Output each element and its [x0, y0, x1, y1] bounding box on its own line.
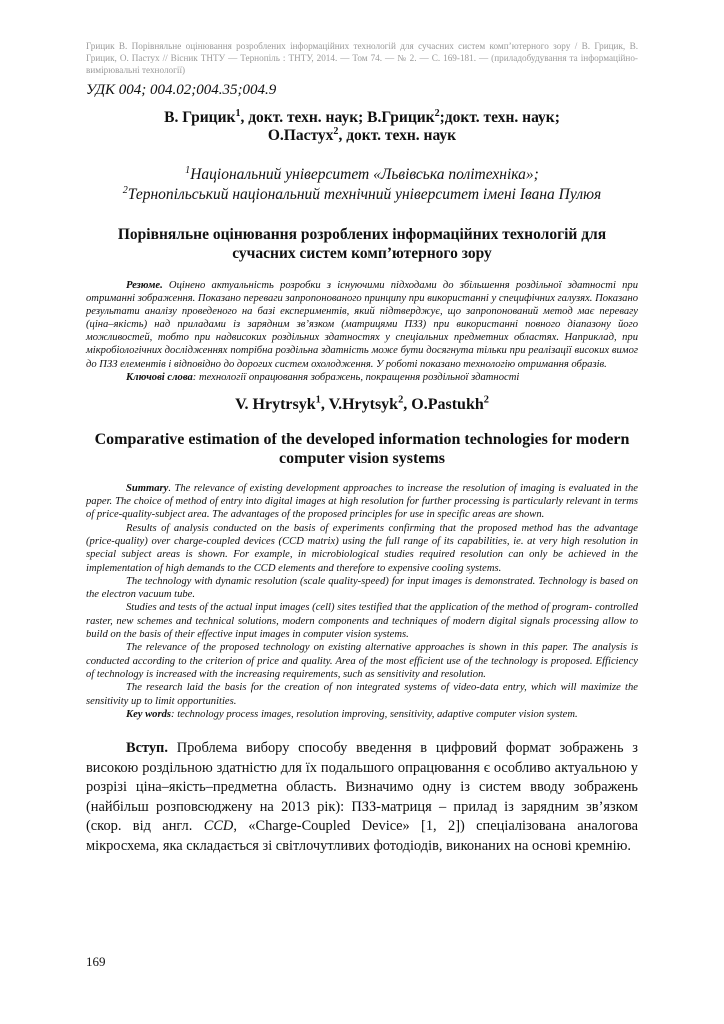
affiliation-text: Тернопільський національний технічний університет імені Івана Пулюя — [127, 186, 602, 203]
summary-paragraph: The technology with dynamic resolution (scale quality-speed) for input images is demonstrated. Technology is based on the electron vacuum tube. — [86, 575, 638, 601]
authors-en — [86, 396, 638, 414]
authors-ua-line2 — [86, 127, 638, 145]
author-name: , V.Hrytsyk — [320, 395, 399, 413]
summary-paragraph: Results of analysis conducted on the basis of experiments confirming that the proposed method has the advantage (price-quality) over charge-coupled devices (CCD matrix) using the full range of its capabilities, ie. at very high resolution in special subject areas is shown. For example, in microbiological studies required resolution can only be achieved in the implementation of high demands to the CCD elements and therefore to expensive cooling systems. — [86, 522, 638, 574]
affiliation-1 — [86, 165, 638, 185]
affil-mark: 2 — [483, 394, 489, 406]
intro-paragraph — [86, 739, 638, 856]
author-degree: , докт. техн. наук; В.Грицик — [240, 109, 435, 126]
page-content — [86, 40, 638, 856]
keywords-en — [86, 708, 638, 721]
summary-en — [86, 482, 638, 721]
author-degree: , докт. техн. наук — [338, 127, 457, 144]
author-name: В. Грицик — [164, 109, 236, 126]
affiliation-2 — [86, 185, 638, 205]
affil-mark: 2 — [333, 125, 339, 137]
affil-mark: 2 — [398, 394, 404, 406]
authors-ua-line1 — [86, 109, 638, 127]
affil-mark: 2 — [122, 184, 128, 196]
author-degree: ;докт. техн. наук; — [439, 109, 560, 126]
summary-paragraph: The research laid the basis for the creation of non integrated systems of video-data entry, which will maximize the sensitivity up to limit opportunities. — [86, 682, 638, 707]
abstract-label: Резюме. — [126, 280, 163, 291]
affiliation-text: Національний університет «Львівська політехніка»; — [190, 166, 539, 183]
authors-ua — [86, 109, 638, 145]
summary-paragraph — [86, 482, 638, 522]
keywords-ua — [86, 371, 638, 384]
citation-header: Грицик В. Порівняльне оцінювання розроблених інформаційних технологій для сучасних систем комп’ютерного зору / В. Грицик, В. Грицик, О. Пастух // Вісник ТНТУ — Тернопіль : ТНТУ, 2014. — Том 74. — № 2. — С. 169-181. — (приладобудування та інформаційно-вимірювальні технології) — [86, 41, 638, 75]
keywords-text: : technology process images, resolution improving, sensitivity, adaptive computer vision system. — [171, 708, 578, 720]
intro-text: , «Charge-Coupled Device» [1, 2]) спеціалізована аналогова мікросхема, яка складається зі світлочутливих фотодіодів, виконаних на основі кремнію. — [86, 818, 638, 854]
intro-label: Вступ. — [126, 740, 168, 757]
keywords-label: Ключові слова — [126, 371, 193, 383]
author-name: V. Hrytrsyk — [235, 395, 316, 413]
author-name: , O.Pastukh — [403, 395, 484, 413]
title-en: Comparative estimation of the developed information technologies for modern computer vision systems — [94, 430, 630, 467]
affil-mark: 1 — [235, 107, 241, 119]
page-number: 169 — [86, 954, 106, 969]
intro-ccd: CCD — [203, 818, 234, 835]
summary-text: . The relevance of existing development approaches to increase the resolution of imaging is evaluated in the paper. The choice of method of entry into digital images at high resolution for further processing is particularly relevant in terms of price-quality-subject area. The advantages of the proposed principles for use in specific areas are shown. — [86, 482, 638, 521]
affil-mark: 2 — [434, 107, 440, 119]
affiliations — [86, 165, 638, 205]
summary-label: Summary — [126, 482, 169, 494]
abstract-text: Оцінено актуальність розробки з існуючими підходами до збільшення роздільної здатності при отриманні зображення. Показано переваги запропонованого принципу при використанні у специфічних галузях. Показано результати аналізу проведеного на базі експериментів, який підтверджує, що запропонований метод має перевагу (ціна–якість) над приладами із зарядним зв’язком (матрицями ПЗЗ) при використанні повного діапазону його можливостей, тобто при надвисоких роздільних здатностях у спеціальних предметних областях. Наприклад, при мікробіологічних дослідженнях потрібна роздільна здатність може бути досягнута тільки при реалізації високих вимог до ПЗЗ елементів і відповідно до дорогих систем охолодження. У роботі показано технологію отримання образів. — [86, 280, 638, 370]
udk-code: УДК 004; 004.02;004.35;004.9 — [86, 82, 277, 98]
intro-text: Проблема вибору способу введення в цифровий формат зображень з високою роздільною здатністю для їх подальшого опрацювання є особливо актуальною у розрізі ціна–якість–предметна область. Визначимо одну із систем вводу зображень (найбільш розповсюджену на 2013 рік): ПЗЗ-матриця – прилад із зарядним зв’язком (скор. від англ. — [86, 740, 638, 835]
title-ua: Порівняльне оцінювання розроблених інформаційних технологій для сучасних систем комп’ютерного зору — [117, 226, 607, 262]
keywords-text: : технології опрацювання зображень, покращення роздільної здатності — [192, 371, 520, 383]
affil-mark: 1 — [185, 164, 191, 176]
summary-paragraph: Studies and tests of the actual input images (cell) sites testified that the application of the method of program- controlled raster, new schemes and technical solutions, modern components and techniques of modern digital signals processing allow to build on the basis of their effective input images in computer vision systems. — [86, 602, 638, 641]
affil-mark: 1 — [315, 394, 321, 406]
keywords-label: Key words — [126, 708, 172, 720]
abstract-ua — [86, 279, 638, 384]
author-name: О.Пастух — [267, 127, 334, 144]
summary-paragraph: The relevance of the proposed technology on existing alternative approaches is shown in this paper. The analysis is conducted according to the criterion of price and quality. Area of the most efficient use of the technology is proposed. Efficiency of technology is increased with the increasing requirements, such as sensitivity and resolution. — [86, 642, 638, 680]
abstract-paragraph — [86, 279, 638, 371]
